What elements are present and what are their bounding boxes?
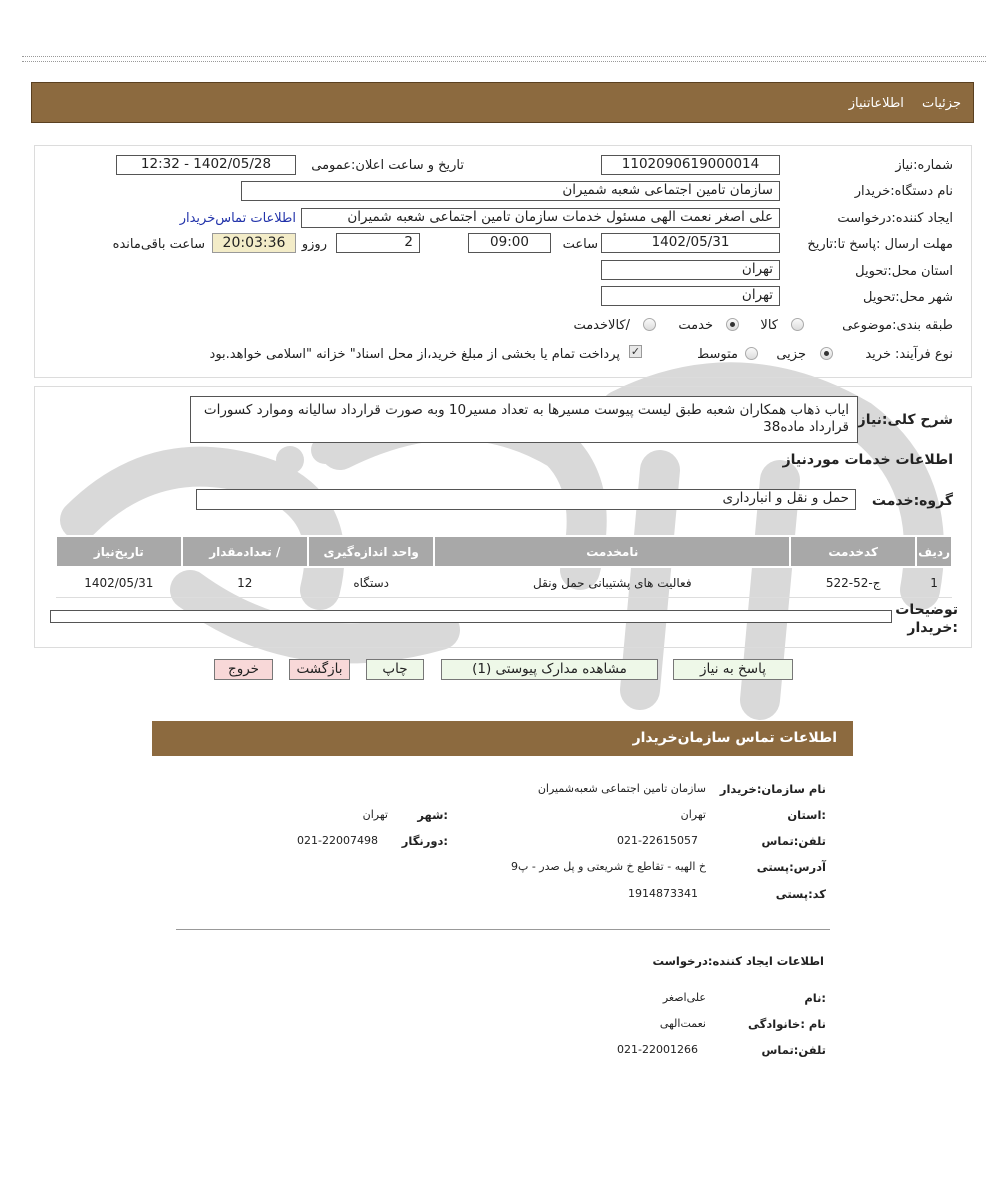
contact-fax-label: :دورنگار [401, 834, 448, 848]
breadcrumb-need-info[interactable]: اطلاعاتنیاز [848, 96, 904, 111]
process-minor-radio[interactable] [820, 347, 833, 360]
contact-address-label: آدرس:پستی [756, 860, 826, 874]
category-label: طبقه بندی:موضوعی [842, 318, 953, 333]
services-table [55, 535, 953, 598]
contact-phone-label: تلفن:تماس [761, 834, 826, 848]
process-label: نوع فرآیند: [895, 347, 953, 362]
print-button[interactable]: چاپ [366, 659, 424, 680]
col-quantity: / تعدادمقدار [182, 536, 308, 567]
category-service-radio[interactable] [726, 318, 739, 331]
creator-first-name-value: علی‌اصغر [662, 991, 706, 1004]
contact-city-label: :شهر [417, 808, 448, 822]
category-goods-radio[interactable] [791, 318, 804, 331]
time-label: ساعت [562, 237, 598, 252]
group-field: حمل و نقل و انبارداری [196, 489, 856, 510]
days-label: روزو [301, 237, 327, 252]
cell-unit: دستگاه [308, 567, 434, 598]
remaining-label: ساعت باقی‌مانده [112, 237, 205, 252]
col-row: ردیف [916, 536, 952, 567]
cell-row: 1 [916, 567, 952, 598]
summary-field: ایاب ذهاب همکاران شعبه طبق لیست پیوست مسیرها به تعداد مسیر10 وبه صورت قرارداد سالیانه وموارد کسورات قرارداد ماده38 [190, 396, 858, 443]
view-attachments-button[interactable]: مشاهده مدارک پیوستی (1) [441, 659, 658, 680]
category-both-radio[interactable] [643, 318, 656, 331]
category-goods-label: کالا [760, 318, 778, 333]
col-unit: واحد اندازه‌گیری [308, 536, 434, 567]
treasury-payment-note: پرداخت تمام یا بخشی از مبلغ خرید،از محل اسناد" خزانه "اسلامی خواهد.بود [209, 347, 620, 362]
buyer-org-label: نام دستگاه:خریدار [854, 184, 953, 199]
contact-org-value: سازمان تامین اجتماعی شعبه‌شمیران [537, 782, 706, 795]
contact-address-value: خ الهیه - تقاطع خ شریعتی و پل صدر - پ9 [510, 860, 706, 873]
contact-postal-value: 1914873341 [628, 887, 698, 900]
contact-divider [176, 929, 830, 930]
breadcrumb [835, 96, 961, 111]
process-medium-radio[interactable] [745, 347, 758, 360]
reply-button[interactable]: پاسخ به نیاز [673, 659, 793, 680]
header-bar [31, 82, 974, 123]
contact-province-value: تهران [680, 808, 706, 821]
creator-label: ایجاد کننده:درخواست [837, 211, 953, 226]
creator-field: علی اصغر نعمت الهی مسئول خدمات سازمان تامین اجتماعی شعبه شمیران [301, 208, 780, 228]
contact-province-label: :استان [787, 808, 826, 822]
back-button[interactable]: بازگشت [289, 659, 350, 680]
need-info-panel [34, 145, 972, 378]
creator-last-name-value: نعمت‌الهی [659, 1017, 706, 1030]
contact-org-label: نام سازمان:خریدار [719, 782, 826, 796]
deadline-time-field: 09:00 [468, 233, 551, 253]
contact-header [152, 721, 853, 756]
table-header-row [56, 536, 952, 567]
services-title: اطلاعات خدمات موردنیاز [782, 452, 953, 468]
top-divider [22, 56, 986, 62]
process-medium-label: متوسط [697, 347, 738, 362]
contact-fax-value: 021-22007498 [297, 834, 378, 847]
breadcrumb-details[interactable]: جزئیات [922, 96, 961, 111]
creator-first-name-label: :نام [804, 991, 826, 1005]
deadline-label: مهلت ارسال :پاسخ تا:تاریخ [807, 237, 953, 252]
process-buy-label: خرید [865, 347, 891, 362]
deadline-date-field: 1402/05/31 [601, 233, 780, 253]
exit-button[interactable]: خروج [214, 659, 273, 680]
col-need-date: تاریخ‌نیاز [56, 536, 182, 567]
buyer-notes-field [50, 610, 892, 623]
contact-phone-value: 021-22615057 [617, 834, 698, 847]
remaining-timer: 20:03:36 [212, 233, 296, 253]
province-field: تهران [601, 260, 780, 280]
announce-label: تاریخ و ساعت اعلان:عمومی [311, 158, 464, 173]
announce-field: 1402/05/28 - 12:32 [116, 155, 296, 175]
cell-service-name: فعالیت های پشتیبانی حمل ونقل [434, 567, 790, 598]
cell-service-code: ج-52-522 [790, 567, 916, 598]
creator-section-title: اطلاعات ایجاد کننده:درخواست [652, 954, 824, 968]
cell-quantity: 12 [182, 567, 308, 598]
creator-phone-label: تلفن:تماس [761, 1043, 826, 1057]
province-label: استان محل:تحویل [855, 264, 953, 279]
city-label: شهر محل:تحویل [863, 290, 953, 305]
need-number-label: شماره:نیاز [895, 158, 953, 173]
buyer-org-field: سازمان تامین اجتماعی شعبه شمیران [241, 181, 780, 201]
creator-last-name-label: نام :خانوادگی [748, 1017, 826, 1031]
buyer-notes-label: توضیحات :خریدار [895, 602, 958, 636]
days-field: 2 [336, 233, 420, 253]
process-minor-label: جزیی [776, 347, 806, 362]
group-label: گروه:خدمت [871, 493, 953, 509]
creator-phone-value: 021-22001266 [617, 1043, 698, 1056]
contact-title: اطلاعات تماس سازمان‌خریدار [632, 730, 837, 746]
summary-label: شرح کلی:نیاز [857, 412, 953, 428]
city-field: تهران [601, 286, 780, 306]
col-service-code: کدخدمت [790, 536, 916, 567]
treasury-payment-checkbox[interactable]: ✓ [630, 345, 641, 358]
col-service-name: نامخدمت [434, 536, 790, 567]
contact-postal-label: کد:پستی [775, 887, 826, 901]
category-both-label: /کالاخدمت [573, 318, 630, 333]
category-service-label: خدمت [678, 318, 713, 333]
contact-city-value: تهران [362, 808, 388, 821]
cell-need-date: 1402/05/31 [56, 567, 182, 598]
table-row [56, 567, 952, 598]
need-number-field: 1102090619000014 [601, 155, 780, 175]
buyer-contact-link[interactable]: اطلاعات تماس‌خریدار [179, 211, 296, 226]
